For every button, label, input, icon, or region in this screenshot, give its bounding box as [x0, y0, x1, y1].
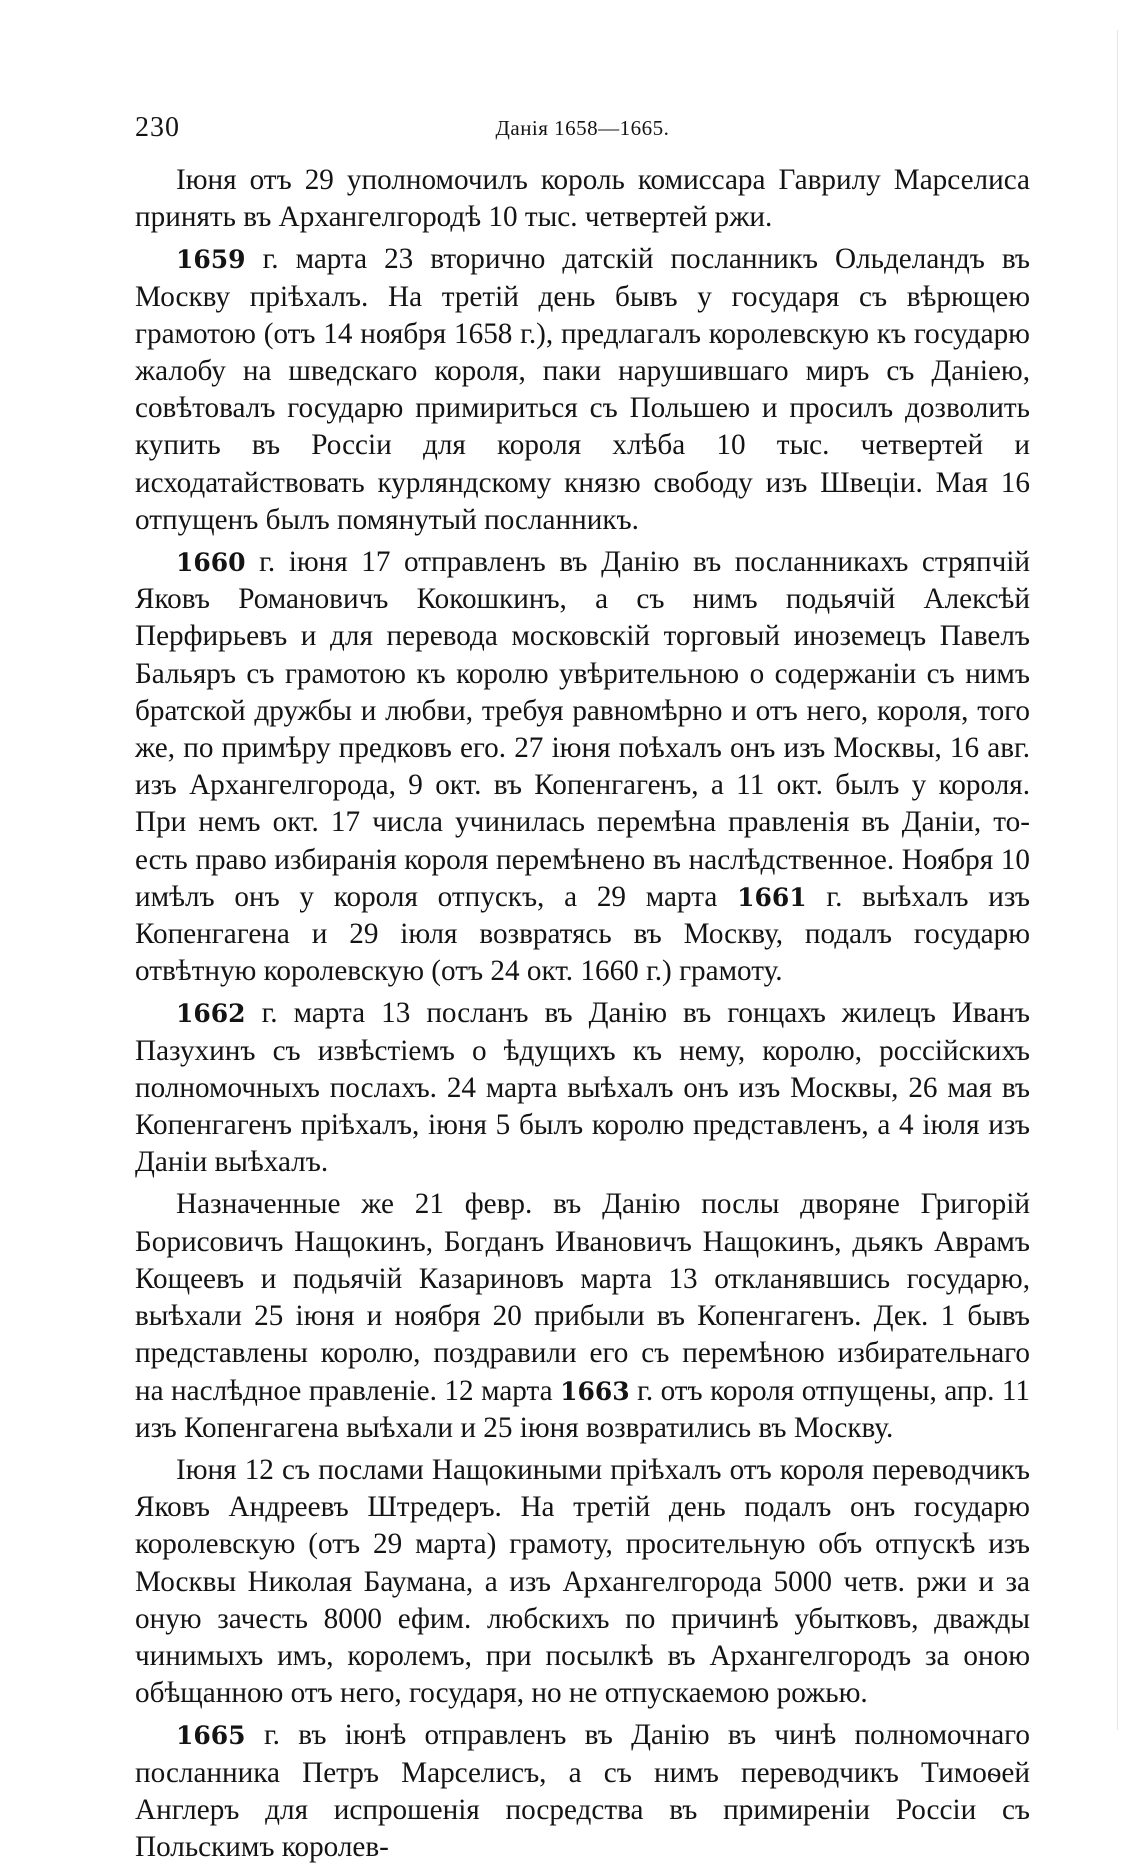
paragraph-ambassadors [135, 1186, 1030, 1446]
text-body [135, 162, 1030, 1866]
paragraph-text: г. марта 13 посланъ въ Данію въ гонцахъ жилецъ Иванъ Пазухинъ съ извѣстіемъ о ѣдущихъ къ нему, королю, россійскихъ полномочныхъ послахъ. 24 марта выѣхалъ онъ изъ Москвы, 26 мая въ Копенгагенъ пріѣхалъ, іюня 5 былъ королю представленъ, а 4 іюля изъ Даніи выѣхалъ. [135, 997, 1030, 1179]
year-1662: 1662 [176, 999, 246, 1029]
year-1665: 1665 [176, 1721, 246, 1751]
paragraph-1 [135, 162, 1030, 236]
year-1660: 1660 [176, 548, 246, 578]
paragraph-interpreter [135, 1452, 1030, 1712]
paragraph-text: г. въ іюнѣ отправленъ въ Данію въ чинѣ полномочнаго посланника Петръ Марселисъ, а съ нимъ переводчикъ Тимоѳей Англеръ для испрошенія посредства въ примиреніи Россіи съ Польскимъ королев- [135, 1719, 1030, 1863]
page-header [135, 112, 1030, 146]
running-title: Данія 1658—1665. [495, 116, 670, 140]
paragraph-text-continued: г. отъ короля отпущены, апр. 11 изъ Копенгагена выѣхали и 25 іюня возвратились въ Москву. [135, 1374, 1030, 1444]
paragraph-text-continued: г. выѣхалъ изъ Копенгагена и 29 іюля возвратясь въ Москву, подалъ государю отвѣтную королевскую (отъ 24 окт. 1660 г.) грамоту. [135, 880, 1030, 988]
paragraph-text: г. іюня 17 отправленъ въ Данію въ посланникахъ стряпчій Яковъ Романовичъ Кокошкинъ, а съ нимъ подьячій Алексѣй Перфирьевъ и для перевода московскій торговый иноземецъ Павелъ Бальяръ съ грамотою къ королю увѣрительною о содержаніи съ нимъ братской дружбы и любви, требуя равномѣрно и отъ него, короля, того же, по примѣру предковъ его. 27 іюня поѣхалъ онъ изъ Москвы, 16 авг. изъ Архангелгорода, 9 окт. въ Копенгагенъ, а 11 окт. былъ у короля. При немъ окт. 17 числа учинилась перемѣна правленія въ Даніи, то-есть право избиранія короля перемѣнено въ наслѣдственное. Ноября 10 имѣлъ онъ у короля отпускъ, а 29 марта [135, 546, 1030, 913]
paragraph-1662 [135, 995, 1030, 1181]
year-1663: 1663 [560, 1376, 630, 1406]
year-1659: 1659 [176, 245, 246, 275]
paragraph-text: Назначенные же 21 февр. въ Данію послы дворяне Григорій Борисовичъ Нащокинъ, Богданъ Ивановичъ Нащокинъ, дьякъ Аврамъ Кощеевъ и подьячій Казариновъ марта 13 откланявшись государю, выѣхали 25 іюня и ноября 20 прибыли въ Копенгагенъ. Дек. 1 бывъ представлены королю, поздравили его съ перемѣною избирательнаго на наслѣдное правленіе. 12 марта [135, 1188, 1030, 1407]
paragraph-text: Іюня отъ 29 уполномочилъ король комиссара Гаврилу Марселиса принять въ Архангелгородѣ 10 тыс. четвертей ржи. [135, 164, 1030, 234]
scan-edge-line [1117, 30, 1118, 1730]
page-number: 230 [135, 112, 180, 143]
paragraph-1665 [135, 1717, 1030, 1866]
paragraph-text: Іюня 12 съ послами Нащокиными пріѣхалъ отъ короля переводчикъ Яковъ Андреевъ Штредеръ. На третій день подалъ онъ государю королевскую (отъ 29 марта) грамоту, просительную объ отпускѣ изъ Москвы Николая Баумана, а изъ Архангелгорода 5000 четв. ржи и за оную зачесть 8000 ефим. любскихъ по причинѣ убытковъ, дважды чинимыхъ имъ, королемъ, при посылкѣ въ Архангелгородъ за оною обѣщанною отъ него, государя, но не отпускаемою рожью. [135, 1453, 1030, 1710]
year-1661: 1661 [737, 882, 807, 912]
paragraph-1660 [135, 544, 1030, 990]
paragraph-1659 [135, 241, 1030, 539]
paragraph-text: г. марта 23 вторично датскій посланникъ Ольделандъ въ Москву пріѣхалъ. На третій день бывъ у государя съ вѣрющею грамотою (отъ 14 ноября 1658 г.), предлагалъ королевскую къ государю жалобу на шведскаго короля, паки нарушившаго миръ съ Даніею, совѣтовалъ государю примириться съ Польшею и просилъ дозволить купить въ Россіи для короля хлѣба 10 тыс. четвертей и исходатайствовать курляндскому князю свободу изъ Швеціи. Мая 16 отпущенъ былъ помянутый посланникъ. [135, 243, 1030, 536]
